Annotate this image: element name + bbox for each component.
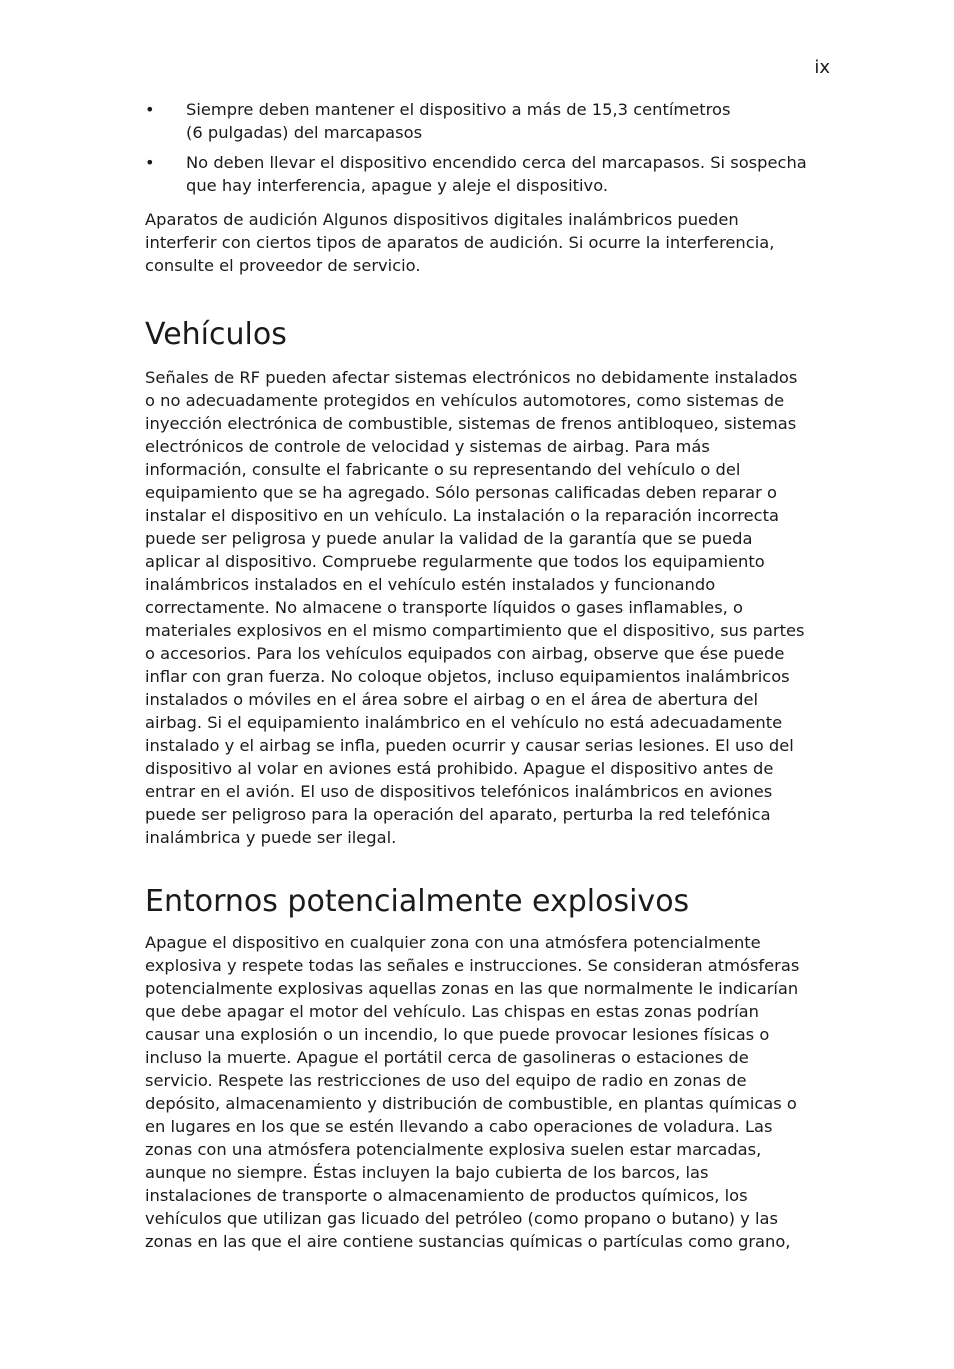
paragraph-line: materiales explosivos en el mismo compartimiento que el dispositivo, sus partes xyxy=(145,621,805,640)
page-content xyxy=(145,98,840,1253)
paragraph-line: inalámbricos instalados en el vehículo estén instalados y funcionando xyxy=(145,575,716,594)
bullet-line: Siempre deben mantener el dispositivo a más de 15,3 centímetros xyxy=(186,100,731,119)
paragraph-line: que debe apagar el motor del vehículo. Las chispas en estas zonas podrían xyxy=(145,1002,759,1021)
paragraph-line: instalado y el airbag se infla, pueden ocurrir y causar serias lesiones. El uso del xyxy=(145,736,794,755)
page-number: ix xyxy=(814,57,830,78)
paragraph-line: electrónicos de controle de velocidad y sistemas de airbag. Para más xyxy=(145,437,710,456)
vehicles-heading: Vehículos xyxy=(145,317,287,352)
paragraph-line: puede ser peligrosa y puede anular la validad de la garantía que se pueda xyxy=(145,529,753,548)
paragraph-line: instalar el dispositivo en un vehículo. La instalación o la reparación incorrecta xyxy=(145,506,779,525)
paragraph-line: depósito, almacenamiento y distribución de combustible, en plantas químicas o xyxy=(145,1094,797,1113)
paragraph-line: incluso la muerte. Apague el portátil cerca de gasolineras o estaciones de xyxy=(145,1048,749,1067)
paragraph-line: inyección electrónica de combustible, sistemas de frenos antibloqueo, sistemas xyxy=(145,414,797,433)
paragraph-line: servicio. Respete las restricciones de uso del equipo de radio en zonas de xyxy=(145,1071,747,1090)
paragraph-line: inflar con gran fuerza. No coloque objetos, incluso equipamientos inalámbricos xyxy=(145,667,790,686)
paragraph-line: puede ser peligroso para la operación del aparato, perturba la red telefónica xyxy=(145,805,771,824)
hearing-aids-paragraph xyxy=(145,208,840,277)
hearing-aids-label: Aparatos de audición xyxy=(145,210,318,229)
bullet-item xyxy=(145,98,840,144)
paragraph-line: Señales de RF pueden afectar sistemas electrónicos no debidamente instalados xyxy=(145,368,798,387)
bullet-item xyxy=(145,151,840,197)
paragraph-line: Algunos dispositivos digitales inalámbricos pueden xyxy=(317,210,739,229)
paragraph-line: o accesorios. Para los vehículos equipados con airbag, observe que ése puede xyxy=(145,644,785,663)
bullet-dot-icon: • xyxy=(145,153,155,172)
paragraph-line: airbag. Si el equipamiento inalámbrico en el vehículo no está adecuadamente xyxy=(145,713,783,732)
paragraph-line: dispositivo al volar en aviones está prohibido. Apague el dispositivo antes de xyxy=(145,759,774,778)
paragraph-line: consulte el proveedor de servicio. xyxy=(145,256,421,275)
paragraph-line: correctamente. No almacene o transporte líquidos o gases inflamables, o xyxy=(145,598,743,617)
vehicles-paragraph xyxy=(145,366,840,849)
paragraph-line: instalaciones de transporte o almacenamiento de productos químicos, los xyxy=(145,1186,748,1205)
paragraph-line: interferir con ciertos tipos de aparatos de audición. Si ocurre la interferencia, xyxy=(145,233,775,252)
pacemaker-bullet-list xyxy=(145,98,840,197)
explosive-heading: Entornos potencialmente explosivos xyxy=(145,884,690,919)
paragraph-line: entrar en el avión. El uso de dispositivos telefónicos inalámbricos en aviones xyxy=(145,782,773,801)
bullet-line: No deben llevar el dispositivo encendido cerca del marcapasos. Si sospecha xyxy=(186,153,807,172)
bullet-line: (6 pulgadas) del marcapasos xyxy=(186,123,423,142)
bullet-line: que hay interferencia, apague y aleje el dispositivo. xyxy=(186,176,609,195)
paragraph-line: explosiva y respete todas las señales e instrucciones. Se consideran atmósferas xyxy=(145,956,800,975)
paragraph-line: o no adecuadamente protegidos en vehículos automotores, como sistemas de xyxy=(145,391,785,410)
paragraph-line: inalámbrica y puede ser ilegal. xyxy=(145,828,397,847)
paragraph-line: aunque no siempre. Éstas incluyen la bajo cubierta de los barcos, las xyxy=(145,1163,709,1182)
paragraph-line: causar una explosión o un incendio, lo que puede provocar lesiones físicas o xyxy=(145,1025,770,1044)
paragraph-line: vehículos que utilizan gas licuado del petróleo (como propano o butano) y las xyxy=(145,1209,778,1228)
paragraph-line: zonas con una atmósfera potencialmente explosiva suelen estar marcadas, xyxy=(145,1140,762,1159)
bullet-dot-icon: • xyxy=(145,100,155,119)
paragraph-line: potencialmente explosivas aquellas zonas en las que normalmente le indicarían xyxy=(145,979,799,998)
paragraph-line: Apague el dispositivo en cualquier zona con una atmósfera potencialmente xyxy=(145,933,761,952)
paragraph-line: zonas en las que el aire contiene sustancias químicas o partículas como grano, xyxy=(145,1232,791,1251)
paragraph-line: información, consulte el fabricante o su representando del vehículo o del xyxy=(145,460,741,479)
paragraph-line: equipamiento que se ha agregado. Sólo personas calificadas deben reparar o xyxy=(145,483,777,502)
paragraph-line: instalados o móviles en el área sobre el airbag o en el área de abertura del xyxy=(145,690,759,709)
paragraph-line: aplicar al dispositivo. Compruebe regularmente que todos los equipamiento xyxy=(145,552,765,571)
explosive-paragraph xyxy=(145,931,840,1253)
paragraph-line: en lugares en los que se estén llevando a cabo operaciones de voladura. Las xyxy=(145,1117,773,1136)
